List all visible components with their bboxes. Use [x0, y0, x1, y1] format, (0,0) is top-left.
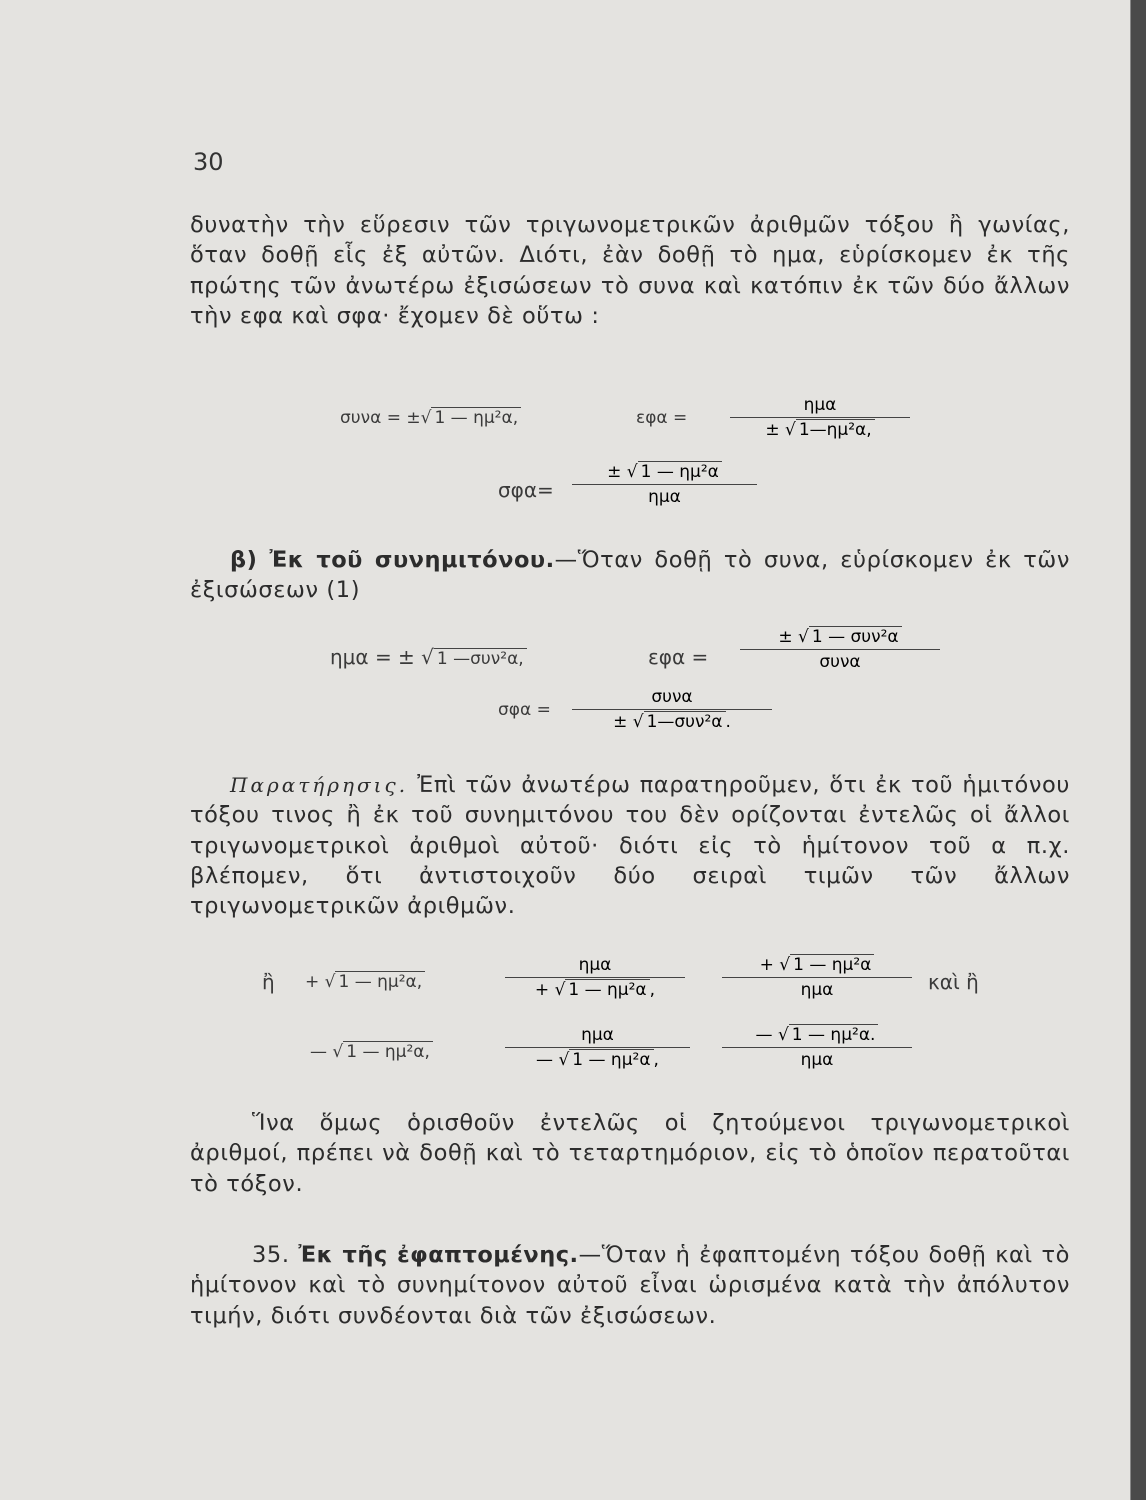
- eq-row1-suffix: καὶ ἢ: [928, 970, 979, 994]
- paragraph-remark: Παρατήρησις. Ἐπὶ τῶν ἀνωτέρω παρατηροῦμεν, ὅτι ἐκ τοῦ ἡμιτόνου τόξου τινος ἢ ἐκ τοῦ συνημιτόνου του δὲν ορίζονται ἐντελῶς οἱ ἄλλοι τριγωνομετρικοὶ ἀριθμοὶ αὐτοῦ· διότι εἰς τὸ ἡμίτονον τοῦ α π.χ. βλέπομεν, ὅτι ἀντιστοιχοῦν δύο σειραὶ τιμῶν τῶν ἄλλων τριγωνομετρικῶν ἀριθμῶν.: [190, 772, 1070, 920]
- section-heading-cosine: β) Ἐκ τοῦ συνημιτόνου.: [230, 547, 555, 573]
- paragraph-tangent: 35. Ἐκ τῆς ἐφαπτομένης.—Ὅταν ἡ ἐφαπτομένη τόξου δοθῇ καὶ τὸ ἡμίτονον καὶ τὸ συνημίτονον αὐτοῦ εἶναι ὡρισμένα κατὰ τὴν ἀπόλυτον τιμήν, διότι συνδέονται διὰ τῶν ἐξισώσεων.: [190, 1242, 1070, 1329]
- eq-cot-lhs: σφα=: [498, 478, 554, 502]
- eq-cot-from-sin: ± √ 1 — ημ²α ημα: [572, 462, 757, 507]
- paragraph-quadrant: Ἵνα ὅμως ὁρισθοῦν ἐντελῶς οἱ ζητούμενοι τριγωνομετρικοὶ ἀριθμοί, πρέπει νὰ δοθῇ καὶ τὸ τεταρτημόριον, εἰς τὸ ὁποῖον περατοῦται τὸ τόξον.: [190, 1110, 1070, 1197]
- eq-row2-cos: — √ 1 — ημ²α,: [310, 1042, 433, 1062]
- eq-tan-lhs: εφα =: [636, 408, 688, 428]
- eq-row1-prefix: ἢ: [262, 970, 275, 994]
- eq-cot2-lhs: σφα =: [498, 700, 551, 720]
- eq-cos-from-sin: συνα = ±√ 1 — ημ²α,: [340, 408, 521, 428]
- page-number: 30: [193, 148, 224, 176]
- remark-heading: Παρατήρησις.: [230, 773, 409, 797]
- eq-tan2-lhs: εφα =: [648, 645, 709, 669]
- eq-tan-from-cos: ± √ 1 — συν²α συνα: [740, 627, 940, 672]
- eq-sin-from-cos: ημα = ± √ 1 —συν²α,: [330, 645, 527, 669]
- eq-row2-cot: — √ 1 — ημ²α. ημα: [722, 1025, 912, 1070]
- eq-row1-cot: + √ 1 — ημ²α ημα: [722, 955, 912, 1000]
- eq-cot-from-cos: συνα ± √ 1—συν²α .: [572, 687, 772, 732]
- eq-row2-tan: ημα — √ 1 — ημ²α ,: [505, 1025, 690, 1070]
- section-number: 35.: [252, 1242, 290, 1268]
- paragraph-cosine: β) Ἐκ τοῦ συνημιτόνου.—Ὅταν δοθῇ τὸ συνα, εὑρίσκομεν ἐκ τῶν ἐξισώσεων (1): [190, 547, 1070, 604]
- eq-row1-tan: ημα + √ 1 — ημ²α ,: [505, 955, 685, 1000]
- eq-row1-cos: + √ 1 — ημ²α,: [305, 972, 425, 992]
- paragraph-intro: δυνατὴν τὴν εὕρεσιν τῶν τριγωνομετρικῶν ἀριθμῶν τόξου ἢ γωνίας, ὅταν δοθῇ εἷς ἐξ αὐτῶν. Διότι, ἐὰν δοθῇ τὸ ημα, εὑρίσκομεν ἐκ τῆς πρώτης τῶν ἀνωτέρω ἐξισώσεων τὸ συνα καὶ κατόπιν ἐκ τῶν δύο ἄλλων τὴν εφα καὶ σφα· ἔχομεν δὲ οὕτω :: [190, 212, 1070, 329]
- section-heading-tangent: Ἐκ τῆς ἐφαπτομένης.: [298, 1242, 579, 1268]
- eq-tan-from-sin: ημα ± √ 1—ημ²α,: [730, 395, 910, 440]
